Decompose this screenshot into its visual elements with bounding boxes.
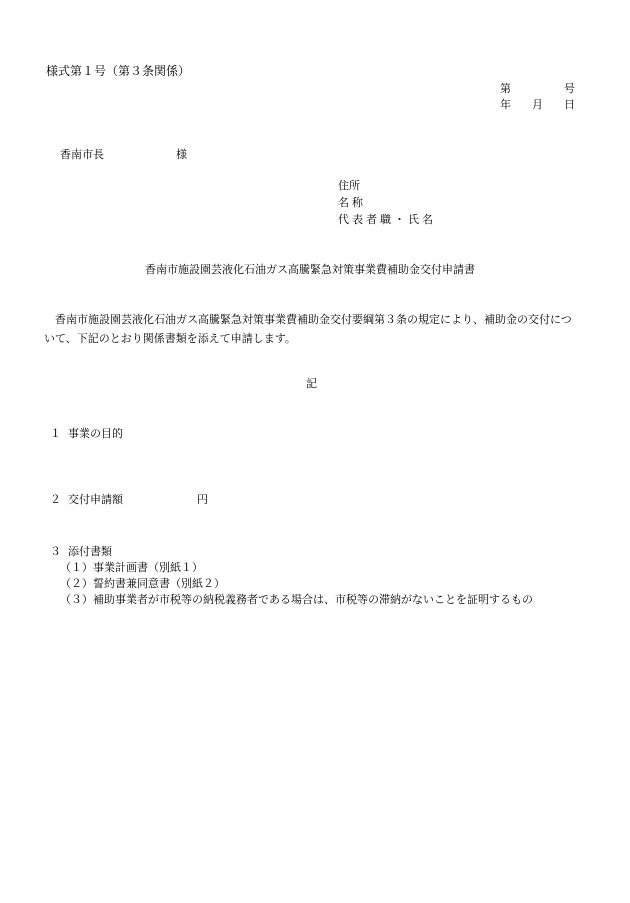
- item-2-number: ２: [50, 493, 61, 506]
- addressee-honorific: 様: [176, 148, 187, 161]
- item-2-label: 交付申請額: [68, 493, 123, 506]
- item-3-label: 添付書類: [68, 545, 112, 558]
- document-number-suffix: 号: [564, 82, 575, 95]
- document-number-prefix: 第: [500, 82, 511, 95]
- item-3-number: ３: [50, 545, 61, 558]
- document-title: 香南市施設園芸液化石油ガス高騰緊急対策事業費補助金交付申請書: [145, 263, 475, 276]
- ki-heading: 記: [306, 377, 317, 390]
- attachment-list-item: （２）誓約書兼同意書（別紙２）: [60, 577, 225, 590]
- item-1-label: 事業の目的: [68, 427, 123, 440]
- date-month: 月: [532, 98, 543, 111]
- body-paragraph: 香南市施設園芸液化石油ガス高騰緊急対策事業費補助金交付要綱第３条の規定により、補助金の交付について、下記のとおり関係書類を添えて申請します。: [44, 313, 572, 345]
- form-label: 様式第１号（第３条関係）: [46, 64, 191, 78]
- attachment-list-item: （３）補助事業者が市税等の納税義務者である場合は、市税等の滞納がないことを証明するもの: [60, 593, 533, 606]
- date-day: 日: [564, 98, 575, 111]
- attachment-list-item: （１）事業計画書（別紙１）: [60, 561, 203, 574]
- item-2-unit: 円: [197, 493, 208, 506]
- applicant-name-label: 名称: [338, 196, 366, 209]
- addressee-name: 香南市長: [60, 148, 104, 161]
- date-year: 年: [500, 98, 511, 111]
- item-1-number: １: [50, 427, 61, 440]
- applicant-address-label: 住所: [338, 179, 360, 192]
- applicant-representative-label: 代表者職・氏名: [338, 213, 436, 226]
